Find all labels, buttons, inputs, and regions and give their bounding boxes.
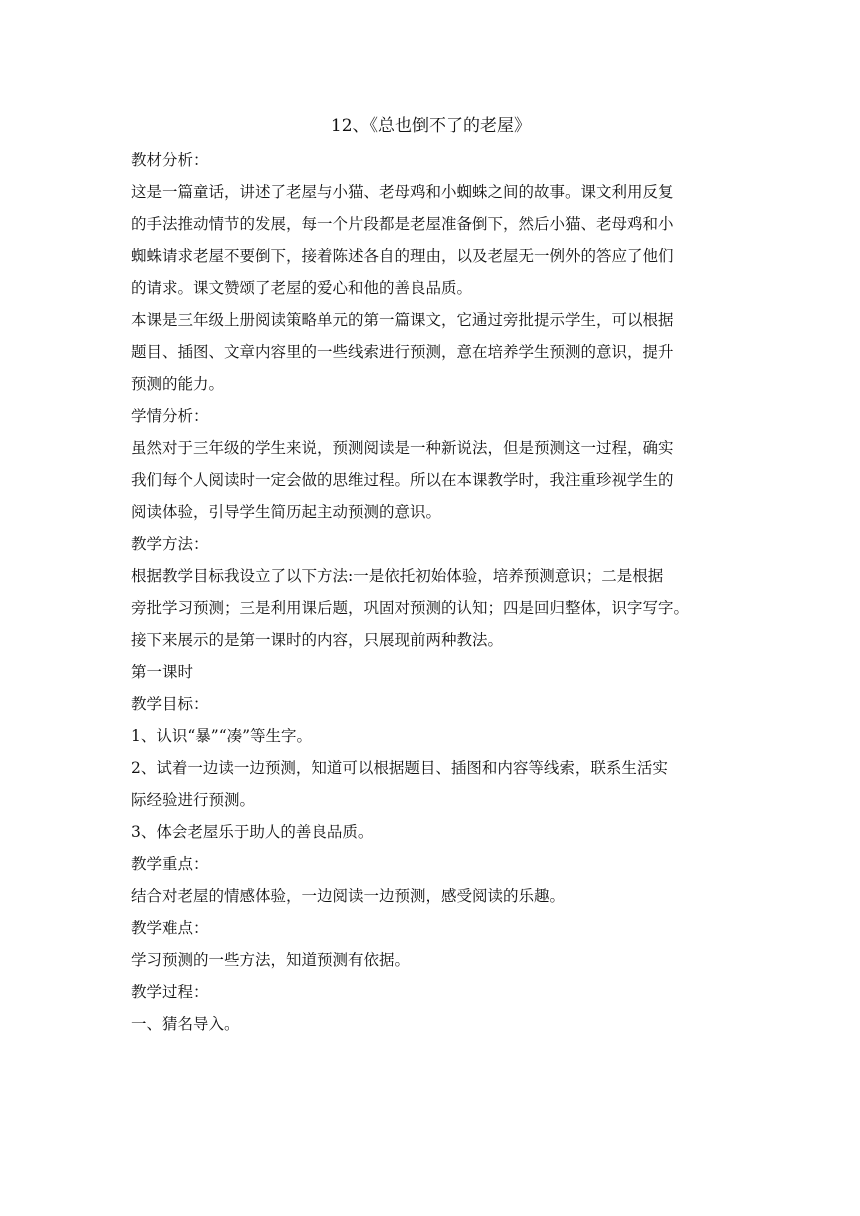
document-page bbox=[131, 108, 731, 1040]
goal-item: 3、体会老屋乐于助人的善良品质。 bbox=[131, 823, 374, 841]
section-heading-student-analysis: 学情分析： bbox=[131, 407, 209, 425]
paragraph-line: 接下来展示的是第一课时的内容，只展现前两种教法。 bbox=[131, 631, 504, 649]
process-step: 一、猜名导入。 bbox=[131, 1015, 240, 1033]
section-heading-textbook-analysis: 教材分析： bbox=[131, 151, 209, 169]
section-heading-teaching-goals: 教学目标： bbox=[131, 695, 209, 713]
document-title: 12、《总也倒不了的老屋》 bbox=[330, 116, 532, 136]
section-heading-first-lesson: 第一课时 bbox=[131, 663, 194, 681]
paragraph-line: 阅读体验，引导学生简历起主动预测的意识。 bbox=[131, 503, 442, 521]
section-heading-key-points: 教学重点： bbox=[131, 855, 209, 873]
paragraph-line: 虽然对于三年级的学生来说，预测阅读是一种新说法，但是预测这一过程，确实 bbox=[131, 439, 674, 457]
paragraph-line: 学习预测的一些方法，知道预测有依据。 bbox=[131, 951, 411, 969]
paragraph-line: 旁批学习预测；三是利用课后题，巩固对预测的认知；四是回归整体，识字写字。 bbox=[131, 599, 690, 617]
section-heading-difficulties: 教学难点： bbox=[131, 919, 209, 937]
paragraph-line: 的请求。课文赞颂了老屋的爱心和他的善良品质。 bbox=[131, 279, 473, 297]
paragraph-line: 结合对老屋的情感体验，一边阅读一边预测，感受阅读的乐趣。 bbox=[131, 887, 566, 905]
goal-item: 1、认识“暴”“凑”等生字。 bbox=[131, 727, 313, 745]
paragraph-line: 题目、插图、文章内容里的一些线索进行预测，意在培养学生预测的意识，提升 bbox=[131, 343, 674, 361]
paragraph-line: 蜘蛛请求老屋不要倒下，接着陈述各自的理由，以及老屋无一例外的答应了他们 bbox=[131, 247, 674, 265]
goal-item-continued: 际经验进行预测。 bbox=[131, 791, 256, 809]
paragraph-line: 我们每个人阅读时一定会做的思维过程。所以在本课教学时，我注重珍视学生的 bbox=[131, 471, 674, 489]
paragraph-line: 本课是三年级上册阅读策略单元的第一篇课文，它通过旁批提示学生，可以根据 bbox=[131, 311, 674, 329]
section-heading-teaching-methods: 教学方法： bbox=[131, 535, 209, 553]
paragraph-line: 预测的能力。 bbox=[131, 375, 225, 393]
paragraph-line: 这是一篇童话，讲述了老屋与小猫、老母鸡和小蜘蛛之间的故事。课文利用反复 bbox=[131, 183, 674, 201]
paragraph-line: 根据教学目标我设立了以下方法:一是依托初始体验，培养预测意识；二是根据 bbox=[131, 567, 664, 585]
goal-item: 2、试着一边读一边预测，知道可以根据题目、插图和内容等线索，联系生活实 bbox=[131, 759, 668, 777]
paragraph-line: 的手法推动情节的发展，每一个片段都是老屋准备倒下，然后小猫、老母鸡和小 bbox=[131, 215, 674, 233]
section-heading-teaching-process: 教学过程： bbox=[131, 983, 209, 1001]
